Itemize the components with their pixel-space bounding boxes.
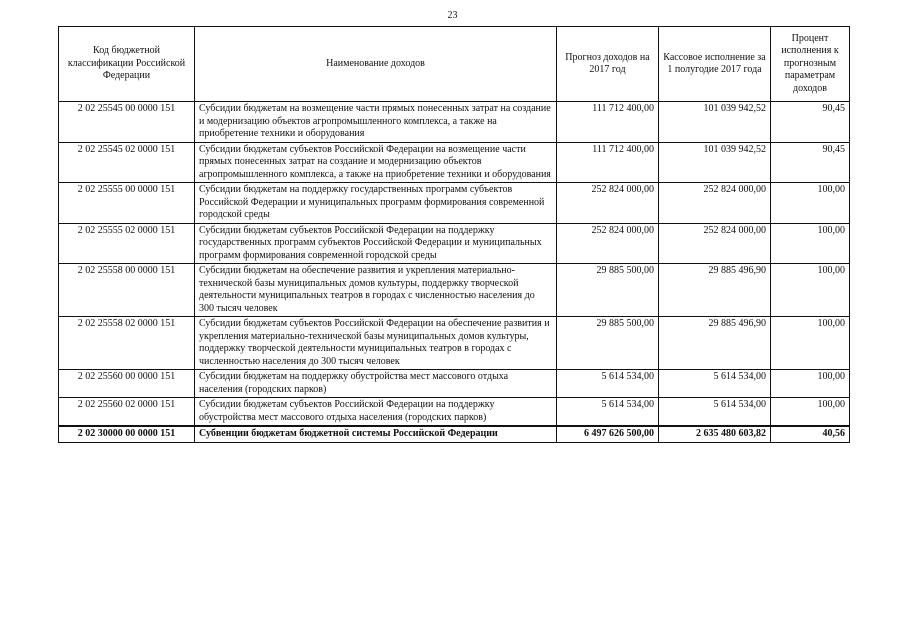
- row-forecast: 111 712 400,00: [557, 142, 659, 183]
- header-code: Код бюджетной классификации Российской Федерации: [59, 27, 195, 102]
- row-forecast: 29 885 500,00: [557, 264, 659, 317]
- row-name: Субсидии бюджетам на обеспечение развития и укрепления материально-технической базы муниципальных домов культуры, поддержку творческой деятельности муниципальных театров в городах с численностью населения до 300 тысяч человек: [195, 264, 557, 317]
- row-forecast: 252 824 000,00: [557, 183, 659, 224]
- row-percent: 90,45: [771, 142, 850, 183]
- row-cash: 29 885 496,90: [659, 264, 771, 317]
- page-number: 23: [447, 10, 458, 21]
- total-row: [59, 426, 850, 442]
- row-code: 2 02 25558 02 0000 151: [59, 317, 195, 370]
- row-name: Субсидии бюджетам на поддержку обустройства мест массового отдыха населения (городских парков): [195, 370, 557, 398]
- header-cash: Кассовое исполнение за 1 полугодие 2017 года: [659, 27, 771, 102]
- total-name: Субвенции бюджетам бюджетной системы Российской Федерации: [195, 426, 557, 442]
- header-name: Наименование доходов: [195, 27, 557, 102]
- row-percent: 100,00: [771, 370, 850, 398]
- row-percent: 100,00: [771, 264, 850, 317]
- row-forecast: 5 614 534,00: [557, 398, 659, 427]
- table-row: [59, 317, 850, 370]
- row-name: Субсидии бюджетам на поддержку государственных программ субъектов Российской Федерации и муниципальных программ формирования современной городской среды: [195, 183, 557, 224]
- row-code: 2 02 25545 00 0000 151: [59, 102, 195, 143]
- row-forecast: 252 824 000,00: [557, 223, 659, 264]
- row-code: 2 02 25545 02 0000 151: [59, 142, 195, 183]
- total-percent: 40,56: [771, 426, 850, 442]
- budget-table: [58, 26, 850, 443]
- header-percent: Процент исполнения к прогнозным параметрам доходов: [771, 27, 850, 102]
- row-percent: 100,00: [771, 183, 850, 224]
- row-cash: 29 885 496,90: [659, 317, 771, 370]
- table-row: [59, 370, 850, 398]
- row-cash: 252 824 000,00: [659, 223, 771, 264]
- row-code: 2 02 25555 02 0000 151: [59, 223, 195, 264]
- row-cash: 5 614 534,00: [659, 370, 771, 398]
- row-code: 2 02 25560 00 0000 151: [59, 370, 195, 398]
- row-name: Субсидии бюджетам субъектов Российской Федерации на обеспечение развития и укрепления материально-технической базы муниципальных домов культуры, поддержку творческой деятельности муниципальных театров в городах с численностью населения до 300 тысяч человек: [195, 317, 557, 370]
- total-cash: 2 635 480 603,82: [659, 426, 771, 442]
- row-code: 2 02 25560 02 0000 151: [59, 398, 195, 427]
- row-forecast: 111 712 400,00: [557, 102, 659, 143]
- row-percent: 100,00: [771, 398, 850, 427]
- table-row: [59, 223, 850, 264]
- row-name: Субсидии бюджетам субъектов Российской Федерации на поддержку обустройства мест массового отдыха населения (городских парков): [195, 398, 557, 427]
- table-row: [59, 264, 850, 317]
- table-header-row: [59, 27, 850, 102]
- row-cash: 101 039 942,52: [659, 102, 771, 143]
- table-row: [59, 142, 850, 183]
- row-code: 2 02 25558 00 0000 151: [59, 264, 195, 317]
- total-code: 2 02 30000 00 0000 151: [59, 426, 195, 442]
- row-cash: 252 824 000,00: [659, 183, 771, 224]
- row-cash: 5 614 534,00: [659, 398, 771, 427]
- row-percent: 100,00: [771, 317, 850, 370]
- row-name: Субсидии бюджетам субъектов Российской Федерации на возмещение части прямых понесенных затрат на создание и модернизацию объектов агропромышленного комплекса, а также на приобретение техники и оборудования: [195, 142, 557, 183]
- row-name: Субсидии бюджетам на возмещение части прямых понесенных затрат на создание и модернизацию объектов агропромышленного комплекса, а также на приобретение техники и оборудования: [195, 102, 557, 143]
- row-percent: 100,00: [771, 223, 850, 264]
- row-cash: 101 039 942,52: [659, 142, 771, 183]
- row-code: 2 02 25555 00 0000 151: [59, 183, 195, 224]
- table-row: [59, 183, 850, 224]
- total-forecast: 6 497 626 500,00: [557, 426, 659, 442]
- header-forecast: Прогноз доходов на 2017 год: [557, 27, 659, 102]
- table-row: [59, 102, 850, 143]
- row-forecast: 29 885 500,00: [557, 317, 659, 370]
- row-forecast: 5 614 534,00: [557, 370, 659, 398]
- row-name: Субсидии бюджетам субъектов Российской Федерации на поддержку государственных программ субъектов Российской Федерации и муниципальных программ формирования современной городской среды: [195, 223, 557, 264]
- row-percent: 90,45: [771, 102, 850, 143]
- table-row: [59, 398, 850, 427]
